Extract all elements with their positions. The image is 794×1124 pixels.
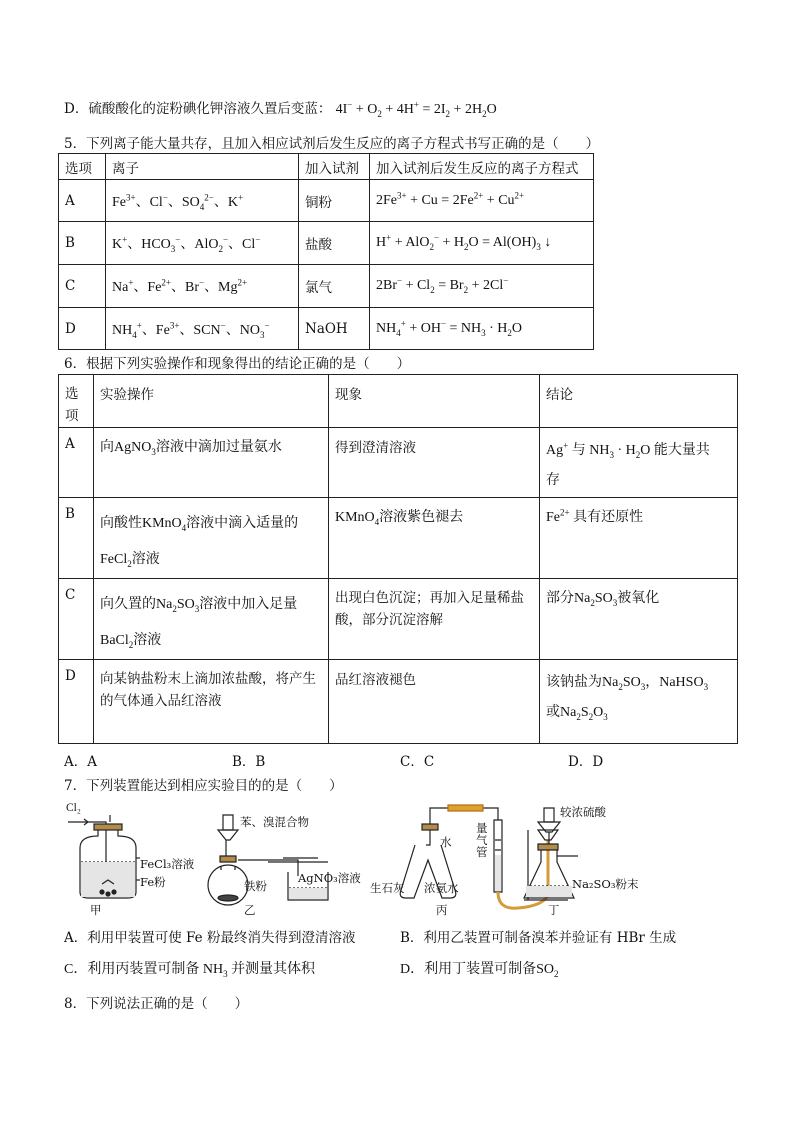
q6-header-operation: 实验操作 bbox=[94, 375, 329, 428]
q7-option-b: B．利用乙装置可制备溴苯并验证有 HBr 生成 bbox=[400, 930, 677, 946]
apparatus-ding bbox=[524, 808, 578, 898]
q5-row-reagent: NaOH bbox=[299, 308, 370, 350]
q6-row-conclusion: 该钠盐为$Na_2SO_3$，NaHSO$_3$ 或$Na_2S_2O_3$ bbox=[540, 660, 738, 744]
label-iron-powder: 铁粉 bbox=[244, 879, 267, 893]
q6-row-option: B bbox=[59, 498, 94, 579]
q6-row-conclusion: Ag+ 与 $NH_3 \cdot H_2O$ 能大量共 存 bbox=[540, 428, 738, 498]
q5-row-equation: $2Br^- + Cl_2 = Br_2 + 2Cl^-$ bbox=[370, 265, 594, 308]
label-ammonia: 浓氨水 bbox=[424, 881, 459, 895]
q5-stem: 5．下列离子能大量共存，且加入相应试剂后发生反应的离子方程式书写正确的是（ ） bbox=[64, 136, 600, 152]
q6-choice-c: C．C bbox=[400, 754, 435, 770]
q6-row-a bbox=[59, 428, 738, 498]
q5-row-equation: $2Fe^{3+} + Cu = 2Fe^{2+} + Cu^{2+}$ bbox=[370, 180, 594, 222]
q5-table bbox=[58, 153, 594, 350]
label-jia: 甲 bbox=[90, 903, 102, 917]
q6-row-option: D bbox=[59, 660, 94, 744]
label-quicklime: 生石灰 bbox=[370, 881, 405, 895]
q5-row-b bbox=[59, 222, 594, 265]
q6-stem: 6．根据下列实验操作和现象得出的结论正确的是（ ） bbox=[64, 356, 411, 372]
q6-row-d bbox=[59, 660, 738, 744]
q6-header-phenomenon: 现象 bbox=[329, 375, 540, 428]
q5-header-row bbox=[59, 154, 594, 180]
q5-row-reagent: 铜粉 bbox=[299, 180, 370, 222]
label-sulfuric-acid: 较浓硫酸 bbox=[560, 805, 606, 819]
q5-row-c bbox=[59, 265, 594, 308]
label-cl2: Cl₂ bbox=[66, 802, 81, 814]
q7-option-d: D．利用丁装置可制备$SO_2$ bbox=[400, 962, 559, 979]
q5-row-equation: $H^+ + AlO_2^- + H_2O = Al(OH)_3$ ↓ bbox=[370, 222, 594, 265]
q4-option-d-equation: $4I^- + O_2 + 4H^+ = 2I_2 + 2H_2O$ bbox=[335, 99, 497, 119]
q5-row-ions: Na+、$Fe^{2+}$、Br−、$Mg^{2+}$ bbox=[106, 265, 299, 308]
q7-apparatus-figure bbox=[58, 800, 738, 918]
q6-header-row bbox=[59, 375, 738, 428]
q5-header-equation: 加入试剂后发生反应的离子方程式 bbox=[370, 154, 594, 180]
q5-row-option: B bbox=[59, 222, 106, 265]
q5-row-reagent: 盐酸 bbox=[299, 222, 370, 265]
q5-header-reagent: 加入试剂 bbox=[299, 154, 370, 180]
label-na2so3-powder: Na₂SO₃粉末 bbox=[572, 877, 639, 891]
q5-row-equation: $NH_4^+ + OH^- = NH_3 \cdot H_2O$ bbox=[370, 308, 594, 350]
label-yi: 乙 bbox=[244, 903, 256, 917]
q6-row-operation: 向久置的$Na_2SO_3$溶液中加入足量 BaCl$_2$溶液 bbox=[94, 579, 329, 660]
q6-row-conclusion: $Fe^{2+}$ 具有还原性 bbox=[540, 498, 738, 579]
label-gas-measuring-tube: 量气管 bbox=[476, 821, 488, 859]
q6-row-operation: 向AgNO$_3$溶液中滴加过量氨水 bbox=[94, 428, 329, 498]
q4-option-d bbox=[64, 97, 497, 118]
q8-stem: 8．下列说法正确的是（ ） bbox=[64, 996, 249, 1012]
q6-table bbox=[58, 374, 738, 744]
q6-row-b bbox=[59, 498, 738, 579]
label-water: 水 bbox=[440, 835, 452, 849]
apparatus-jia bbox=[68, 815, 140, 898]
label-ding: 丁 bbox=[548, 903, 560, 917]
q6-choice-d: D．D bbox=[568, 754, 604, 770]
q6-row-phenomenon: 出现白色沉淀；再加入足量稀盐 酸，部分沉淀溶解 bbox=[329, 579, 540, 660]
q5-row-ions: $NH_4^+$、$Fe^{3+}$、SCN−、$NO_3^-$ bbox=[106, 308, 299, 350]
q5-header-ions: 离子 bbox=[106, 154, 299, 180]
label-fecl3-solution: FeCl₃溶液 bbox=[140, 857, 195, 871]
q5-row-a bbox=[59, 180, 594, 222]
q6-row-conclusion: 部分$Na_2SO_3$被氧化 bbox=[540, 579, 738, 660]
q6-header-conclusion: 结论 bbox=[540, 375, 738, 428]
q6-row-option: C bbox=[59, 579, 94, 660]
label-agno3-solution: AgNO₃溶液 bbox=[298, 871, 361, 885]
q6-choice-a: A．A bbox=[64, 754, 97, 770]
q6-header-option: 选项 bbox=[59, 375, 94, 428]
q5-row-option: D bbox=[59, 308, 106, 350]
label-bing: 丙 bbox=[436, 903, 448, 917]
label-benzene-bromine: 苯、溴混合物 bbox=[240, 815, 309, 829]
q5-row-option: C bbox=[59, 265, 106, 308]
q5-row-ions: $Fe^{3+}$、Cl−、$SO_4^{2-}$、K+ bbox=[106, 180, 299, 222]
q6-choice-b: B．B bbox=[232, 754, 266, 770]
q6-row-option: A bbox=[59, 428, 94, 498]
q7-option-c: C．利用丙装置可制备 $NH_3$ 并测量其体积 bbox=[64, 962, 316, 979]
q6-row-c bbox=[59, 579, 738, 660]
q5-header-option: 选项 bbox=[59, 154, 106, 180]
q5-row-reagent: 氯气 bbox=[299, 265, 370, 308]
q5-row-ions: K+、$HCO_3^-$、AlO$_2$−、Cl− bbox=[106, 222, 299, 265]
q7-option-a: A．利用甲装置可使 Fe 粉最终消失得到澄清溶液 bbox=[64, 930, 356, 946]
q6-row-operation: 向某钠盐粉末上滴加浓盐酸，将产生 的气体通入品红溶液 bbox=[94, 660, 329, 744]
q6-row-operation: 向酸性KMnO$_4$溶液中滴入适量的 FeCl$_2$溶液 bbox=[94, 498, 329, 579]
label-fe-powder: Fe粉 bbox=[140, 875, 166, 889]
q7-stem: 7．下列装置能达到相应实验目的的是（ ） bbox=[64, 778, 343, 794]
q5-row-d bbox=[59, 308, 594, 350]
q6-row-phenomenon: 得到澄清溶液 bbox=[329, 428, 540, 498]
q4-option-d-label: D．硫酸酸化的淀粉碘化钾溶液久置后变蓝： bbox=[64, 101, 332, 117]
q6-row-phenomenon: KMnO$_4$溶液紫色褪去 bbox=[329, 498, 540, 579]
q5-row-option: A bbox=[59, 180, 106, 222]
q6-row-phenomenon: 品红溶液褪色 bbox=[329, 660, 540, 744]
